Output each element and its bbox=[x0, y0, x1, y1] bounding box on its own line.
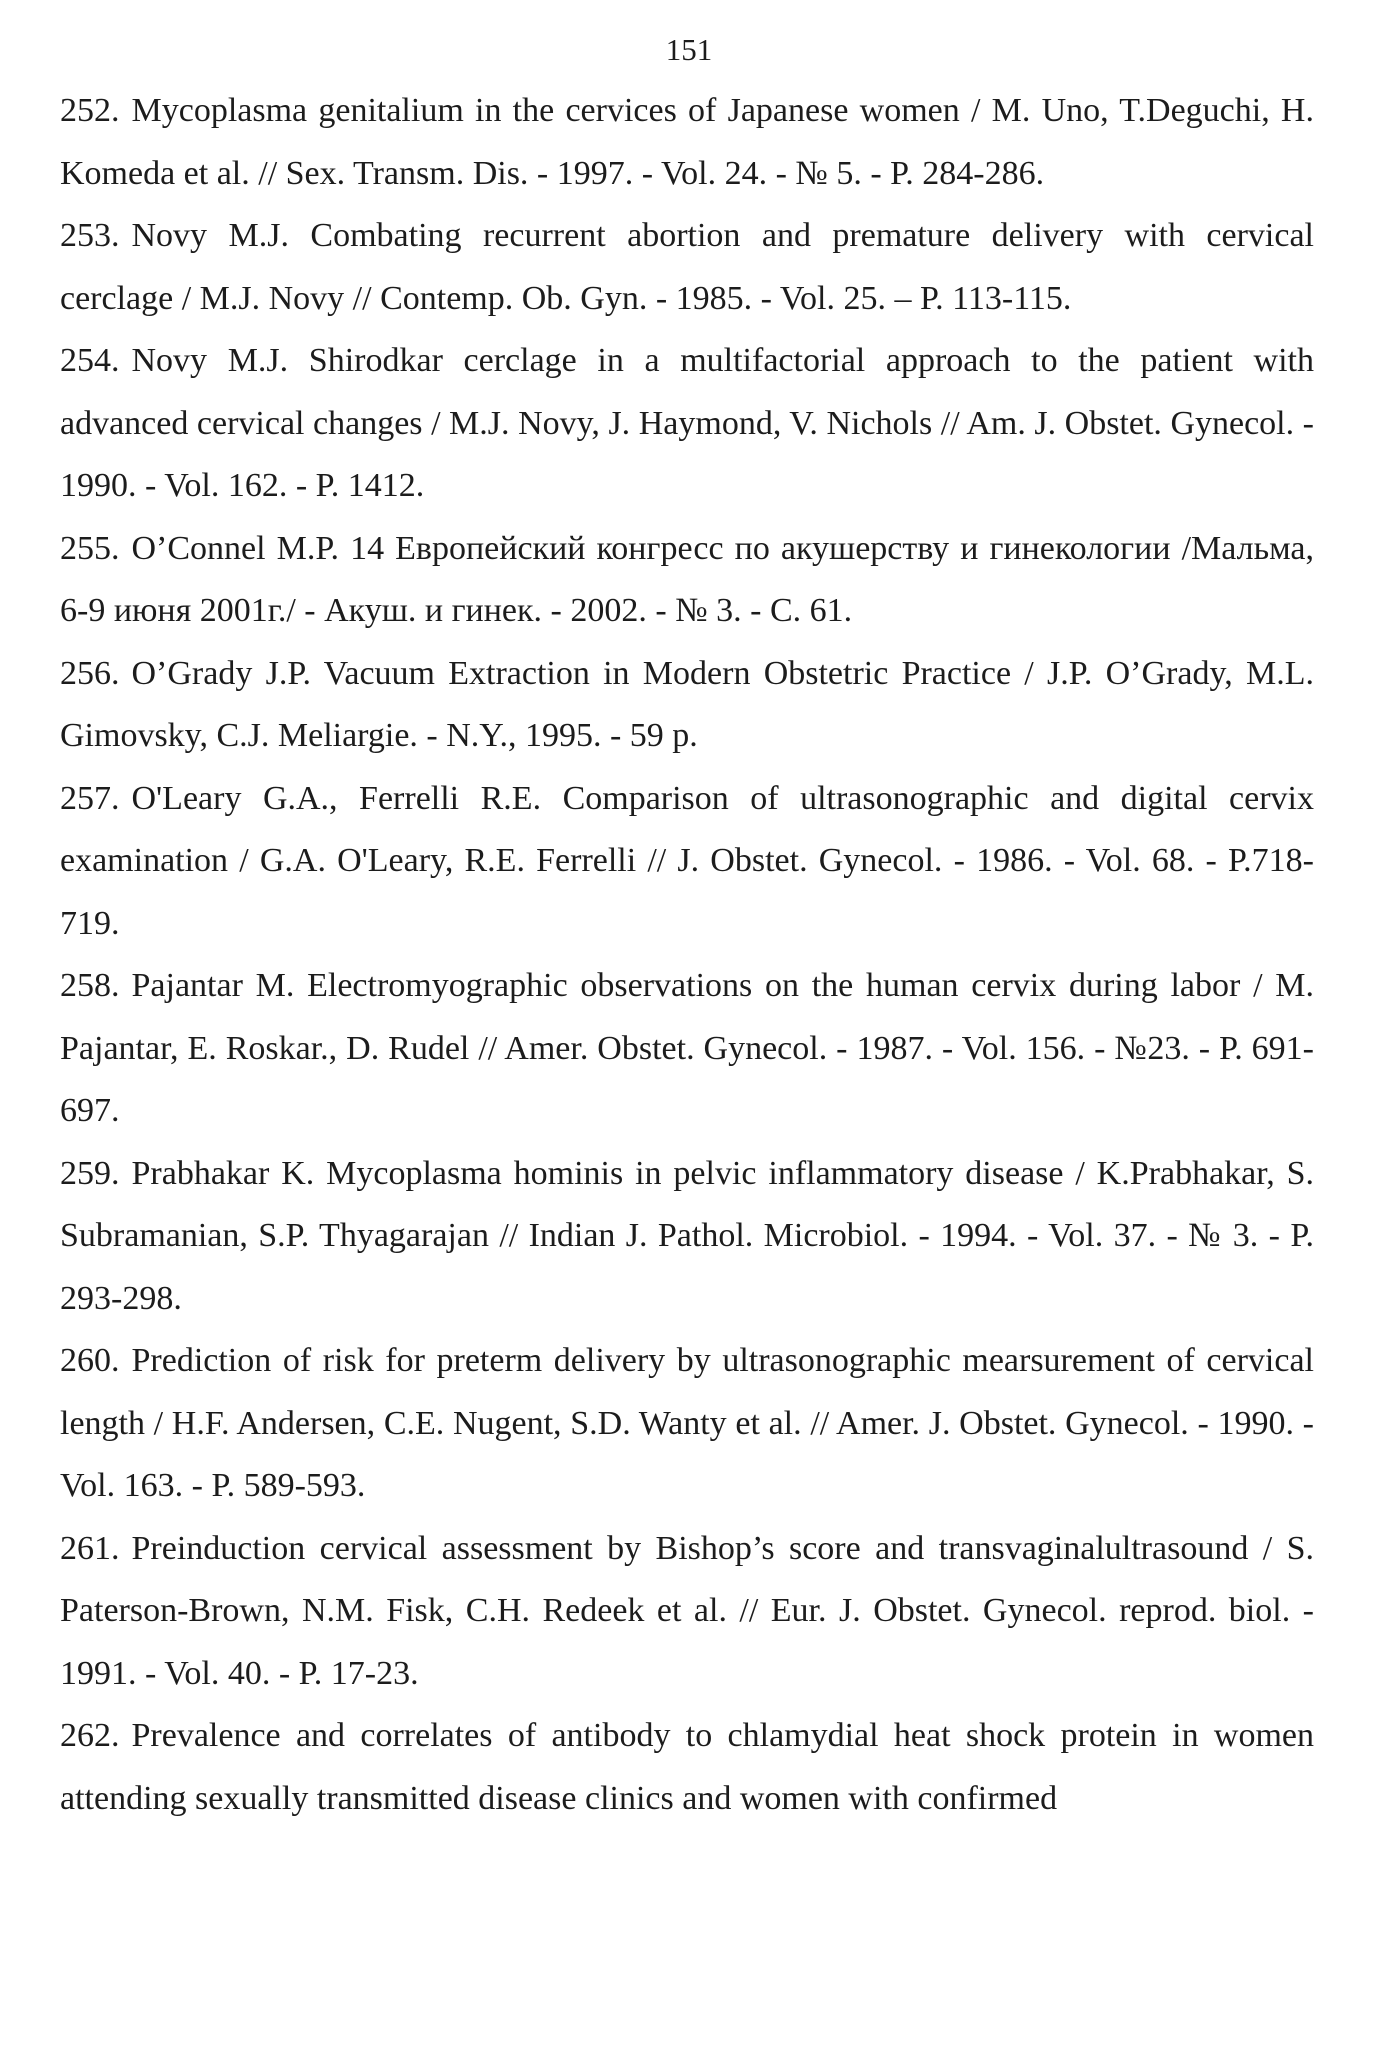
reference-item bbox=[60, 1143, 1314, 1331]
reference-text: O'Leary G.A., Ferrelli R.E. Comparison of ultrasonographic and digital cervix examination / G.A. O'Leary, R.E. Ferrelli // J. Obstet. Gynecol. - 1986. - Vol. 68. - P.718-719. bbox=[60, 779, 1314, 942]
reference-text: Novy M.J. Shirodkar cerclage in a multifactorial approach to the patient with advanced cervical changes / M.J. Novy, J. Haymond, V. Nichols // Am. J. Obstet. Gynecol. - 1990. - Vol. 162. - P. 1412. bbox=[60, 342, 1314, 504]
reference-number: 258. bbox=[60, 967, 120, 1004]
reference-item bbox=[60, 643, 1314, 768]
reference-item bbox=[60, 768, 1314, 956]
reference-item bbox=[60, 80, 1314, 205]
reference-item bbox=[60, 330, 1314, 518]
reference-text: Pajantar M. Electromyographic observations on the human cervix during labor / M. Pajantar, E. Roskar., D. Rudel // Amer. Obstet. Gynecol. - 1987. - Vol. 156. - №23. - P. 691-697. bbox=[60, 967, 1314, 1129]
reference-number: 252. bbox=[60, 92, 120, 129]
reference-number: 261. bbox=[60, 1529, 120, 1567]
reference-text: Preinduction cervical assessment by Bishop’s score and transvaginalultrasound / S. Paterson-Brown, N.M. Fisk, C.H. Redeek et al. // Eur. J. Obstet. Gynecol. reprod. biol. - 1991. - Vol. 40. - P. 17-23. bbox=[60, 1529, 1314, 1692]
reference-number: 253. bbox=[60, 217, 120, 254]
page-number: 151 bbox=[665, 32, 713, 67]
reference-text: Prediction of risk for preterm delivery by ultrasonographic mearsurement of cervical length / H.F. Andersen, C.E. Nugent, S.D. Wanty et al. // Amer. J. Obstet. Gynecol. - 1990. - Vol. 163. - P. 589-593. bbox=[60, 1342, 1314, 1504]
reference-number: 262. bbox=[60, 1717, 120, 1754]
reference-item bbox=[60, 1705, 1314, 1830]
reference-number: 255. bbox=[60, 529, 120, 567]
reference-item bbox=[60, 1518, 1314, 1706]
reference-text: O’Connel M.P. 14 Европейский конгресс по акушерству и гинекологии /Мальма, 6-9 июня 2001г./ - Акуш. и гинек. - 2002. - № 3. - С. 61. bbox=[60, 529, 1314, 629]
reference-item bbox=[60, 955, 1314, 1143]
reference-text: Prevalence and correlates of antibody to chlamydial heat shock protein in women attending sexually transmitted disease clinics and women with confirmed bbox=[60, 1717, 1314, 1817]
reference-item bbox=[60, 1330, 1314, 1518]
reference-list bbox=[60, 80, 1314, 1830]
reference-number: 254. bbox=[60, 342, 120, 379]
reference-number: 256. bbox=[60, 654, 120, 692]
reference-text: Prabhakar K. Mycoplasma hominis in pelvic inflammatory disease / K.Prabhakar, S. Subramanian, S.P. Thyagarajan // Indian J. Pathol. Microbiol. - 1994. - Vol. 37. - № 3. - P. 293-298. bbox=[60, 1154, 1314, 1317]
reference-item bbox=[60, 205, 1314, 330]
reference-number: 257. bbox=[60, 779, 120, 817]
reference-number: 259. bbox=[60, 1154, 120, 1192]
reference-text: Novy M.J. Combating recurrent abortion and premature delivery with cervical cerclage / M.J. Novy // Contemp. Ob. Gyn. - 1985. - Vol. 25. – P. 113-115. bbox=[60, 217, 1314, 317]
reference-number: 260. bbox=[60, 1342, 120, 1379]
reference-item bbox=[60, 518, 1314, 643]
reference-text: Mycoplasma genitalium in the cervices of Japanese women / M. Uno, T.Deguchi, H. Komeda et al. // Sex. Transm. Dis. - 1997. - Vol. 24. - № 5. - P. 284-286. bbox=[60, 92, 1314, 192]
reference-text: O’Grady J.P. Vacuum Extraction in Modern Obstetric Practice / J.P. O’Grady, M.L. Gimovsky, C.J. Meliargie. - N.Y., 1995. - 59 p. bbox=[60, 654, 1314, 754]
